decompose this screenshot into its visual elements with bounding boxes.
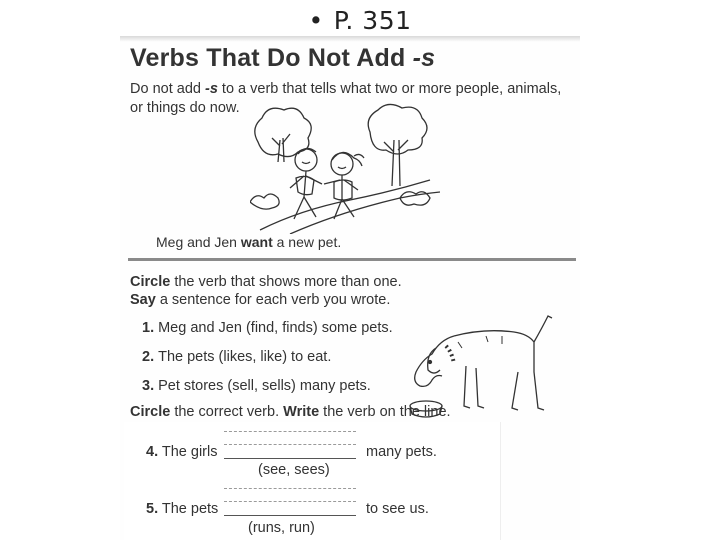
slide-title <box>0 6 720 35</box>
heading-suffix: -s <box>412 44 436 72</box>
children-walking-illustration <box>250 102 440 234</box>
answer-blank[interactable] <box>224 515 356 516</box>
verb-choices: (runs, run) <box>248 520 315 536</box>
writing-guide-line <box>224 488 356 489</box>
example-start: Meg and Jen <box>156 234 241 250</box>
page-heading <box>130 44 435 73</box>
rule-suffix: -s <box>204 81 218 97</box>
exercise-item <box>142 320 393 336</box>
instruction-keyword: Write <box>283 404 320 420</box>
answer-blank[interactable] <box>224 458 356 459</box>
item-number: 4. <box>146 444 159 460</box>
item-text-after: to see us. <box>366 501 429 517</box>
item-text-after: many pets. <box>366 444 437 460</box>
exercise-item <box>142 349 331 365</box>
heading-text: Verbs That Do Not Add <box>130 44 413 72</box>
section-divider <box>128 258 576 261</box>
scan-edge <box>120 36 580 42</box>
item-number: 5. <box>146 501 159 517</box>
workbook-page <box>120 36 580 540</box>
item-text: Pet stores (sell, sells) many pets. <box>158 378 371 394</box>
verb-choices: (see, sees) <box>258 462 330 478</box>
instruction-text: the verb on the line. <box>319 404 451 420</box>
rule-text-end: to a verb that tells what two or more people, animals, or things do now. <box>130 81 562 116</box>
exercise-item <box>142 378 371 394</box>
item-text: Meg and Jen (find, finds) some pets. <box>158 320 393 336</box>
page-reference: P. 351 <box>333 6 412 35</box>
instruction-say <box>130 292 390 308</box>
instruction-keyword: Circle <box>130 274 171 290</box>
writing-guide-line <box>224 444 356 445</box>
item-text: The pets (likes, like) to eat. <box>158 349 332 365</box>
example-end: a new pet. <box>272 234 342 250</box>
item-number: 3. <box>142 378 155 394</box>
fill-in-panel <box>124 422 501 540</box>
example-verb: want <box>240 234 273 250</box>
item-number: 2. <box>142 349 155 365</box>
rule-text-start: Do not add <box>130 81 205 97</box>
bullet: • <box>308 6 324 35</box>
instruction-circle-write <box>130 404 451 420</box>
fill-item-5 <box>146 501 218 517</box>
instruction-circle <box>130 274 402 290</box>
item-text: The girls <box>161 444 218 460</box>
fill-item-4 <box>146 444 217 460</box>
example-sentence <box>156 234 341 250</box>
writing-guide-line <box>224 501 356 502</box>
instruction-text: the verb that shows more than one. <box>170 274 402 290</box>
item-number: 1. <box>142 320 155 336</box>
instruction-text: a sentence for each verb you wrote. <box>155 292 391 308</box>
instruction-keyword: Circle <box>130 404 171 420</box>
writing-guide-line <box>224 431 356 432</box>
instruction-keyword: Say <box>130 292 156 308</box>
instruction-text: the correct verb. <box>170 404 284 420</box>
item-text: The pets <box>161 501 219 517</box>
